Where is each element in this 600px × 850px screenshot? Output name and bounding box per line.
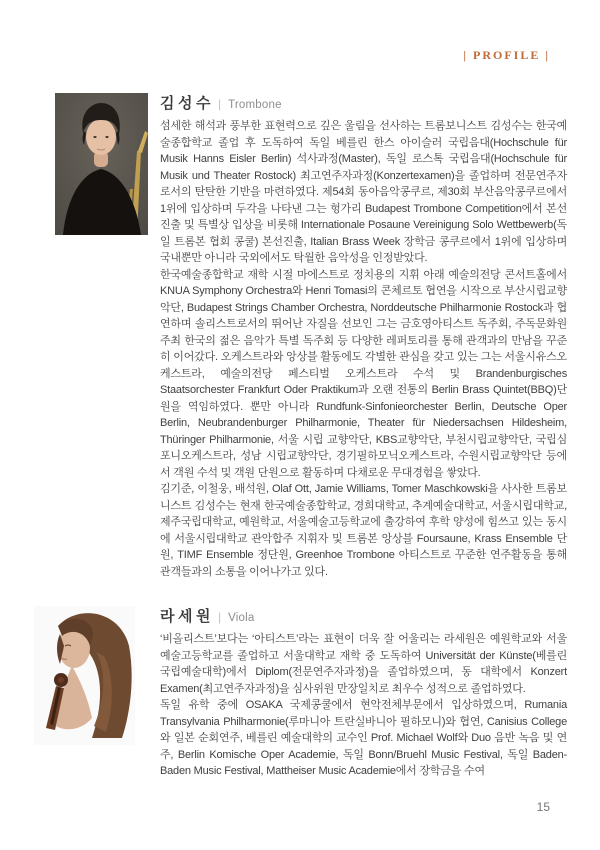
artist-title-row xyxy=(160,92,567,113)
artist-title-row xyxy=(160,605,567,626)
artist-instrument: Viola xyxy=(228,612,255,624)
bio-paragraph: 독일 유학 중에 OSAKA 국제콩쿨에서 현악전체부문에서 입상하였으며, Rumania Transylvania Philharmonie(루마니아 트란실바니아 필하모니)와 협연, Canisius College와 일본 순회연주, 베를린 예술대학의 교수인 Prof. Michael Wolf와 Duo 음반 녹음 및 연주, Berlin Komische Oper Academie, 독일 Bonn/Bruehl Music Festival, 독일 Baden-Baden Music Festival, Mattheiser Music Academie에서 장학금을 수여 xyxy=(160,699,567,777)
profile-ra-se-won xyxy=(160,605,567,780)
artist-photo-violist xyxy=(34,606,135,745)
bio-paragraph: 섬세한 해석과 풍부한 표현력으로 깊은 울림을 선사하는 트롬보니스트 김성수는 한국예술종합학교 졸업 후 도독하여 독일 베를린 한스 아이슬러 국립음대(Hochschule für Musik Hanns Eisler Berlin) 석사과정(Master), 독일 로스톡 국립음대(Hochschule für Musik und Theater Rostock) 최고연주자과정(Konzertexamen)을 졸업하며 전문연주자로서의 탄탄한 기반을 마련하였다. 제54회 동아음악콩쿠르, 제30회 부산음악콩쿠르에서 1위에 입상하며 두각을 나타낸 그는 헝가리 Budapest Trombone Competition에서 본선진출 및 특별상 입상을 비롯해 Internationale Posaune Vereinigung Solo Wettbewerb(독일 트롬본 협회 콩쿨) 본선진출, Italian Brass Week 장학금 콩쿠르에서 1위에 입상하며 국내뿐만 아니라 국외에서도 탁월한 음악성을 인정받았다. xyxy=(160,120,567,264)
artist-bio xyxy=(160,118,567,580)
profile-kim-sung-soo xyxy=(160,92,567,580)
title-separator: | xyxy=(217,610,222,624)
artist-name: 라세원 xyxy=(160,608,214,625)
artist-name: 김성수 xyxy=(160,95,214,112)
title-separator: | xyxy=(217,97,222,111)
profile-section-header: | PROFILE | xyxy=(463,48,550,62)
bio-paragraph: ‘비올리스트’보다는 ‘아티스트’라는 표현이 더욱 잘 어울리는 라세원은 예원학교와 서울예술고등학교를 졸업하고 서울대학교 재학 중 도독하여 Universität der Künste(베를린 국립예술대학)에서 Diplom(전문연주자과정)을 졸업하였으며, 동 대학에서 Konzert Examen(최고연주자과정)을 심사위원 만장일치로 최우수 성적으로 졸업하였다. xyxy=(160,633,567,695)
bio-paragraph: 김기준, 이철웅, 배석원, Olaf Ott, Jamie Williams, Tomer Maschkowski을 사사한 트롬보니스트 김성수는 현재 한국예술종합학교, 경희대학교, 추계예술대학교, 서울시립대학교, 제주국립대학교, 예원학교, 서울예술고등학교에 출강하여 후학 양성에 힘쓰고 있는 동시에 서울시립대학교 관악합주 지휘자 및 트롬본 앙상블 Foursaune, Krass Ensemble 단원, TIMF Ensemble 정단원, Greenhoe Trombone 아티스트로 꾸준한 연주활동을 통해 관객들과의 소통을 이어나가고 있다. xyxy=(160,483,567,578)
trombonist-portrait-illustration xyxy=(55,93,148,235)
violist-portrait-illustration xyxy=(34,606,135,745)
artist-photo-trombonist xyxy=(55,93,148,235)
artist-instrument: Trombone xyxy=(228,99,282,111)
artist-bio xyxy=(160,631,567,780)
page-number: 15 xyxy=(536,800,550,814)
bio-paragraph: 한국예술종합학교 재학 시절 마에스트로 정치용의 지휘 아래 예술의전당 콘서트홀에서 KNUA Symphony Orchestra와 Henri Tomasi의 콘체르토 협연을 시작으로 부산시립교향악단, Budapest Strings Chamber Orchestra, Norddeutsche Philharmonie Rostock과 협연하며 솔리스트로서의 뛰어난 자질을 선보인 그는 금호영아티스트 독주회, 주독문화원 주최 한국의 젊은 음악가 특별 독주회 등 다양한 레퍼토리를 통해 관객과의 만남을 꾸준히 이어갔다. 오케스트라와 앙상블 활동에도 각별한 관심을 갖고 있는 그는 서울시유스오케스트라, 예술의전당 페스티벌 오케스트라 수석 및 Brandenburgisches Staatsorchester Frankfurt Oder Praktikum과 오랜 전통의 Berlin Brass Quintet(BBQ)단원을 역임하였다. 뿐만 아니라 Rundfunk-Sinfonieorchester Berlin, Deutsche Oper Berlin, Neubrandenburger Philharmonie, Theater für Niedersachsen Hildesheim, Thüringer Philharmonie, 서울 시립 교향악단, KBS교향악단, 부천시립교향악단, 국립심포니오케스트라, 성남 시립교향악단, 경기필하모닉오케스트라, 수원시립교향악단 등에서 객원 수석 및 객원 단원으로 활동하며 다채로운 무대경험을 쌓았다. xyxy=(160,268,567,479)
